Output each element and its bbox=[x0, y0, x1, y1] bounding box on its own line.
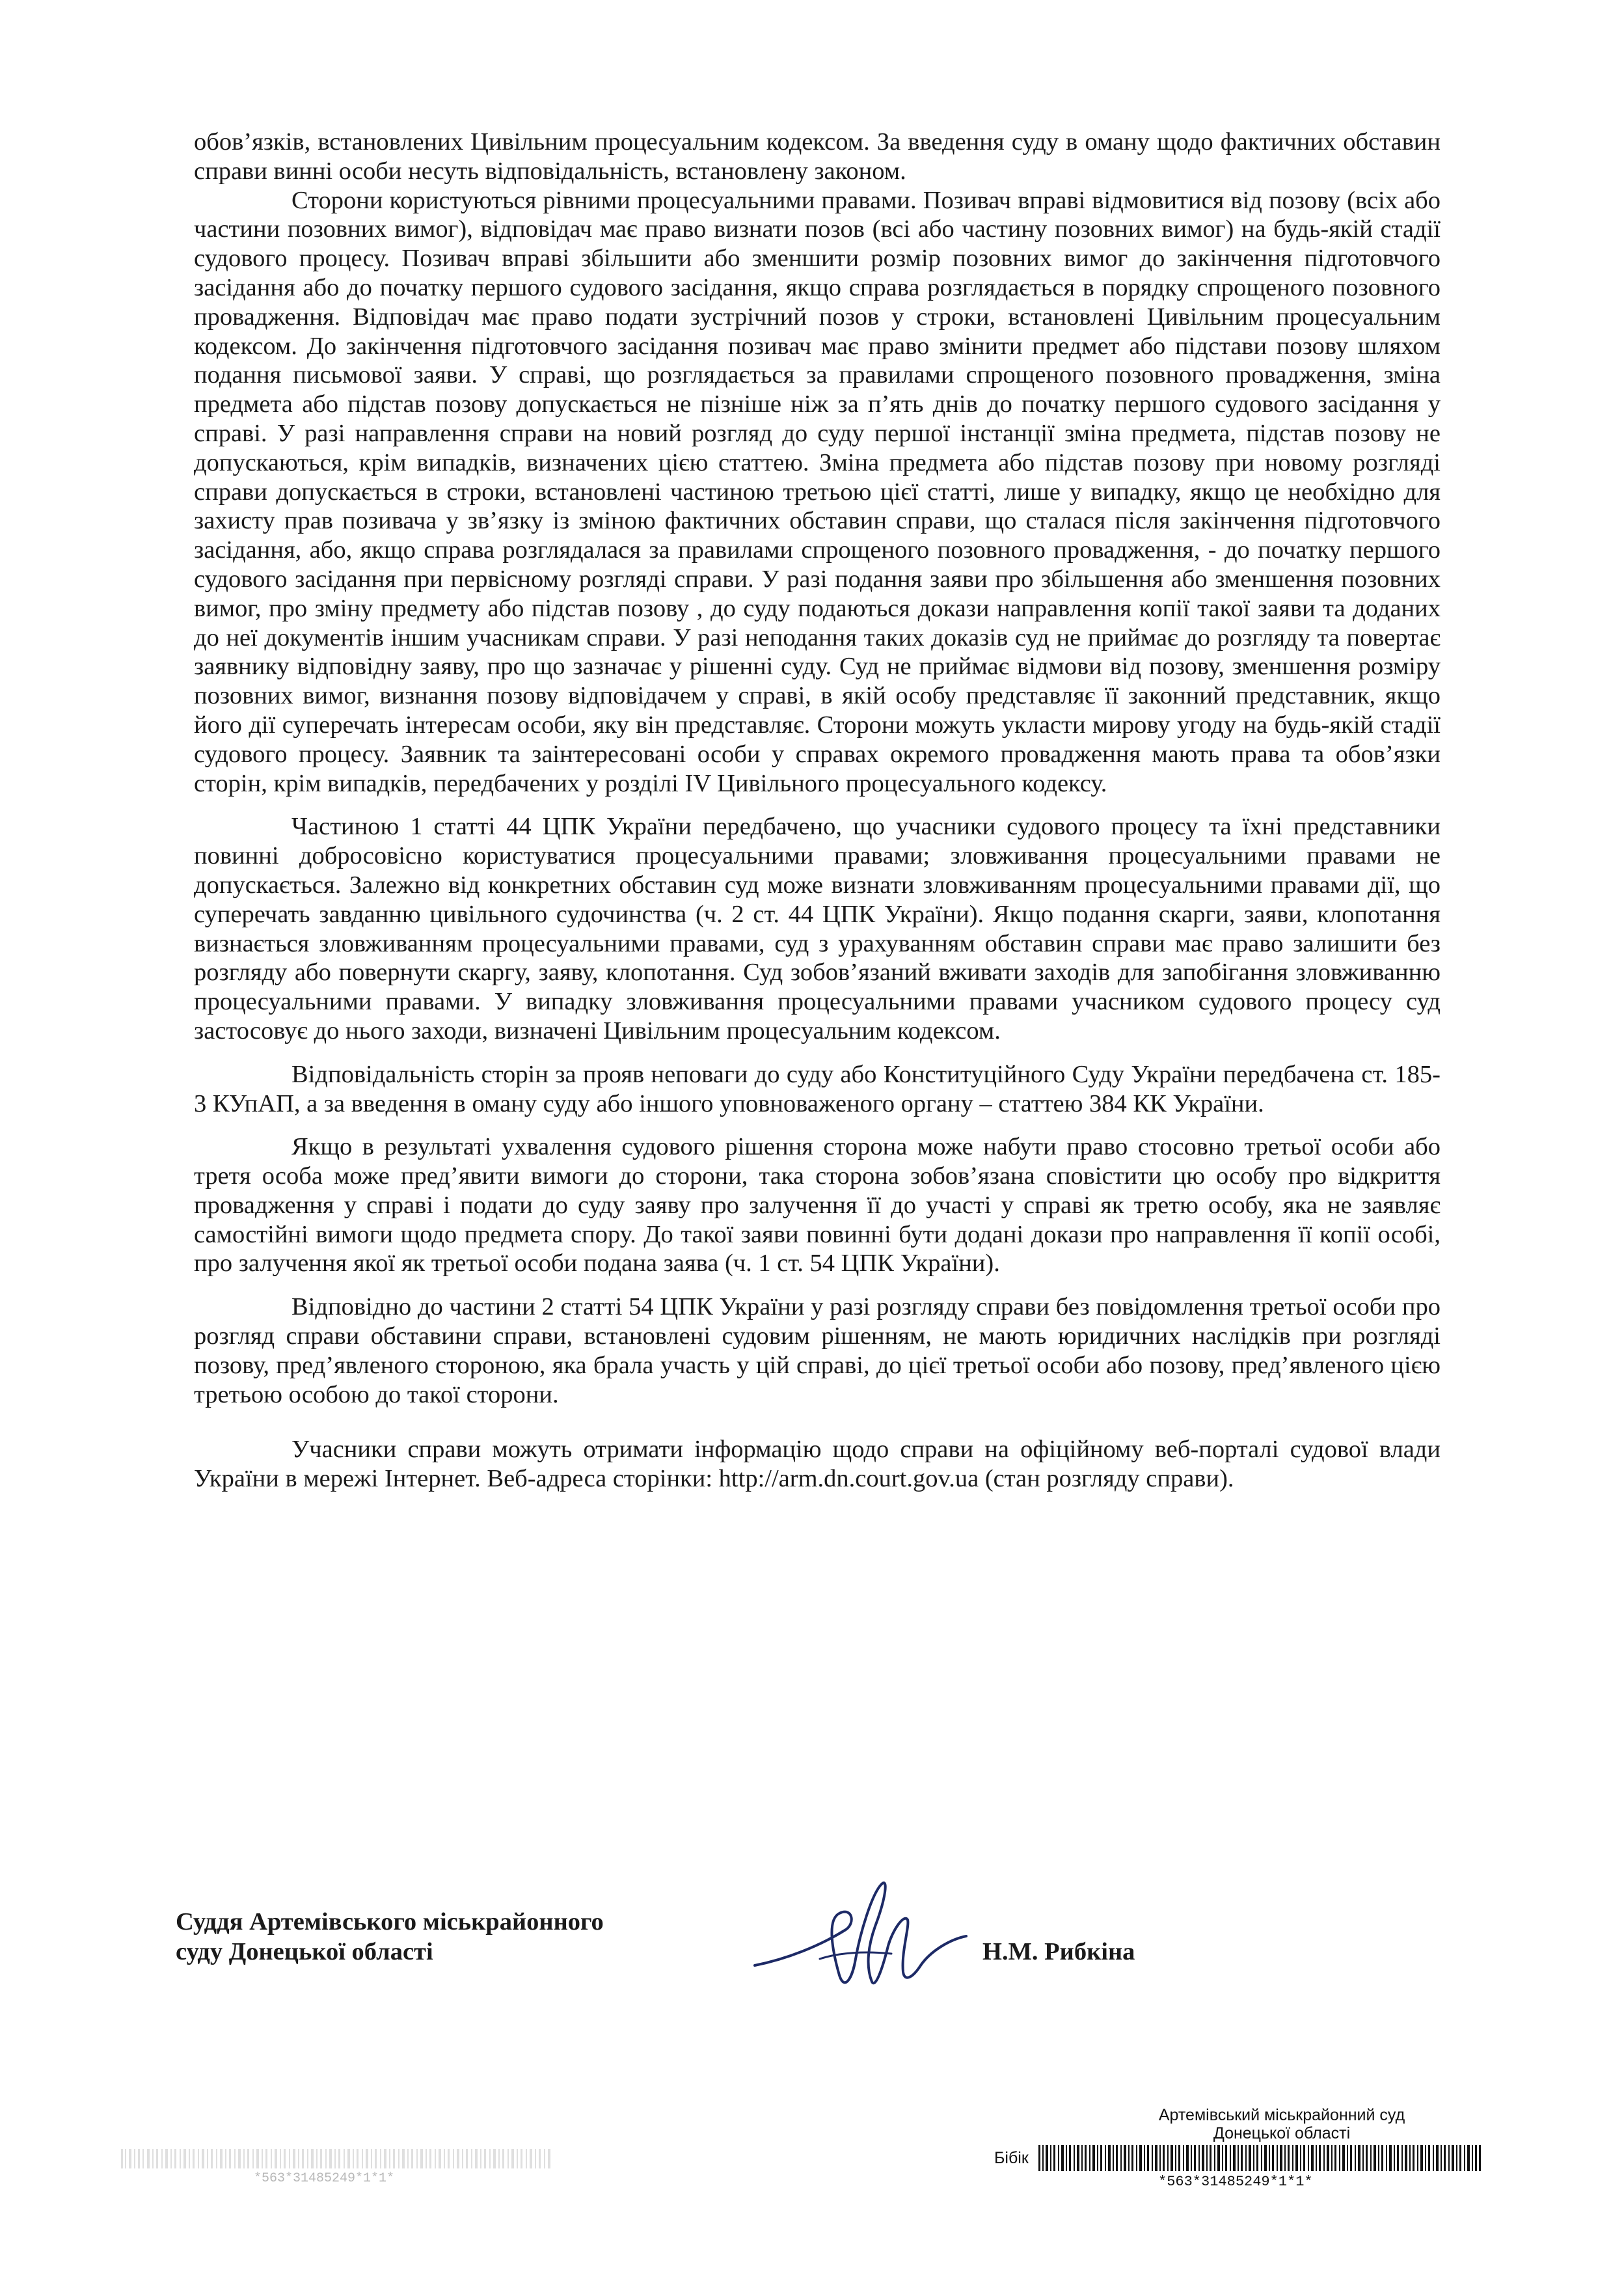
barcode-text: *563*31485249*1*1* bbox=[1158, 2174, 1313, 2190]
stamp-court-line-1: Артемівський міськрайонний суд bbox=[1158, 2106, 1405, 2124]
barcode bbox=[1038, 2145, 1481, 2171]
body-paragraph-5: Якщо в результаті ухвалення судового рішення сторона може набути право стосовно третьої особи або третя особа може пред’явити вимоги до сторони, така сторона зобов’язана сповістити цю особу про відкриття провадження у справі і подати до суду заяву про залучення її до участі у справі як третю особу, яка не заявляє самостійні вимоги щодо предмета спору. До такої заяви повинні бути додані докази про направлення її копії особі, про залучення якої як третьої особи подана заява (ч. 1 ст. 54 ЦПК України). bbox=[194, 1133, 1441, 1278]
body-paragraph-3: Частиною 1 статті 44 ЦПК України передбачено, що учасники судового процесу та їхні представники повинні добросовісно користуватися процесуальними правами; зловживання процесуальними правами не допускається. Залежно від конкретних обставин суд може визнати зловживанням процесуальними правами дії, що суперечать завданню цивільного судочинства (ч. 2 ст. 44 ЦПК України). Якщо подання скарги, заяви, клопотання визнається зловживанням процесуальними правами, суд з урахуванням обставин справи має право залишити без розгляду або повернути скаргу, заяву, клопотання. Суд зобов’язаний вживати заходів для запобігання зловживанню процесуальними правами. У випадку зловживання процесуальними правами учасником судового процесу суд застосовує до нього заходи, визначені Цивільним процесуальним кодексом. bbox=[194, 813, 1441, 1045]
judge-title-line-2: суду Донецької області bbox=[176, 1938, 433, 1965]
handwritten-signature bbox=[742, 1868, 976, 1998]
court-stamp bbox=[1080, 2106, 1483, 2142]
judge-title-line-1: Суддя Артемівського міськрайонного bbox=[176, 1908, 604, 1935]
body-paragraph-6: Відповідно до частини 2 статті 54 ЦПК України у разі розгляду справи без повідомлення третьої особи про розгляд справи обставини справи, встановлені судовим рішенням, не мають юридичних наслідків при розгляді позову, пред’явленого стороною, яка брала участь у цій справі, до цієї третьої особи або позову, пред’явленого цією третьою особою до такої сторони. bbox=[194, 1293, 1441, 1408]
stamp-court-line-2: Донецької області bbox=[1213, 2124, 1351, 2142]
judge-title bbox=[176, 1907, 761, 1967]
judge-name: Н.М. Рибкіна bbox=[982, 1938, 1135, 1965]
ghost-barcode-text: *563*31485249*1*1* bbox=[254, 2171, 395, 2186]
ghost-barcode bbox=[121, 2149, 550, 2168]
body-paragraph-2: Сторони користуються рівними процесуальними правами. Позивач вправі відмовитися від позову (всіх або частини позовних вимог), відповідач має право визнати позов (всі або частину позовних вимог) на будь-якій стадії судового процесу. Позивач вправі збільшити або зменшити розмір позовних вимог до закінчення підготовчого засідання або до початку першого судового засідання, якщо справа розглядається в порядку спрощеного позовного провадження. Відповідач має право подати зустрічний позов у строки, встановлені Цивільним процесуальним кодексом. До закінчення підготовчого засідання позивач має право змінити предмет або підстави позову шляхом подання письмової заяви. У справі, що розглядається за правилами спрощеного позовного провадження, зміна предмета або підстав позову допускається не пізніше ніж за п’ять днів до початку першого судового засідання у справі. У разі направлення справи на новий розгляд до суду першої інстанції зміна предмета, підстав позову не допускаються, крім випадків, визначених цією статтею. Зміна предмета або підстав позову при новому розгляді справи допускається в строки, встановлені частиною третьою цієї статті, лише у випадку, якщо це необхідно для захисту прав позивача у зв’язку із зміною фактичних обставин справи, що сталася після закінчення підготовчого засідання, або, якщо справа розглядалася за правилами спрощеного позовного провадження, - до початку першого судового засідання при первісному розгляді справи. У разі подання заяви про збільшення або зменшення позовних вимог, про зміну предмету або підстав позову , до суду подаються докази направлення копії такої заяви та доданих до неї документів іншим учасникам справи. У разі неподання таких доказів суд не приймає до розгляду та повертає заявнику відповідну заяву, про що зазначає у рішенні суду. Суд не приймає відмови від позову, зменшення розміру позовних вимог, визнання позову відповідачем у справі, в якій особу представляє її законний представник, якщо його дії суперечать інтересам особи, яку він представляє. Сторони можуть укласти мирову угоду на будь-якій стадії судового процесу. Заявник та заінтересовані особи у справах окремого провадження мають права та обов’язки сторін, крім випадків, передбачених у розділі IV Цивільного процесуального кодексу. bbox=[194, 186, 1441, 797]
body-paragraph-4: Відповідальність сторін за прояв неповаги до суду або Конституційного Суду України передбачена ст. 185-3 КУпАП, а за введення в оману суду або іншого уповноваженого органу – статтею 384 КК України. bbox=[194, 1060, 1441, 1117]
body-paragraph-7: Учасники справи можуть отримати інформацію щодо справи на офіційному веб-порталі судової влади України в мережі Інтернет. Веб-адреса сторінки: http://arm.dn.court.gov.ua (стан розгляду справи). bbox=[194, 1436, 1441, 1493]
stamp-clerk: Бібік bbox=[994, 2149, 1029, 2167]
body-paragraph-1: обов’язків, встановлених Цивільним процесуальним кодексом. За введення суду в оману щодо фактичних обставин справи винні особи несуть відповідальність, встановлену законом. bbox=[194, 128, 1441, 185]
document-body bbox=[194, 128, 1441, 1494]
